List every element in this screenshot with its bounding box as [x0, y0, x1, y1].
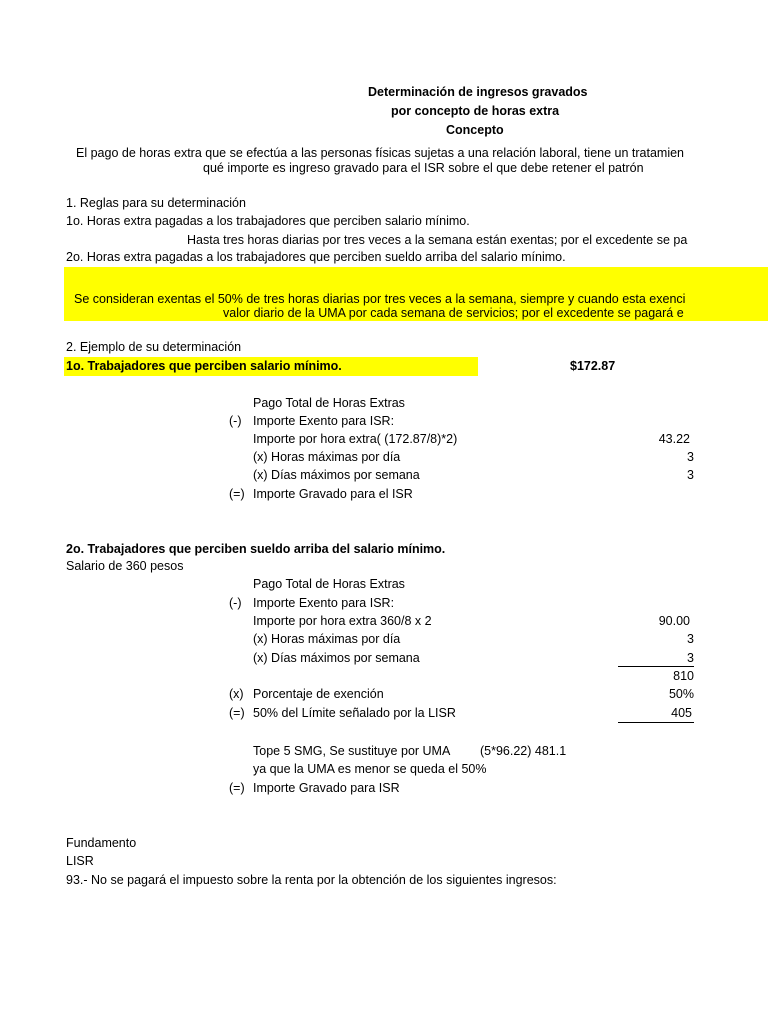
fundamento-law: LISR — [66, 854, 94, 868]
final-label: Importe Gravado para ISR — [253, 781, 400, 795]
case-1-row-label: Pago Total de Horas Extras — [253, 396, 405, 410]
case-2-salary: Salario de 360 pesos — [66, 559, 184, 573]
case-2-row-label: Importe Exento para ISR: — [253, 596, 395, 610]
case-1-row-label: (x) Horas máximas por día — [253, 450, 401, 464]
case-2-row-op: (-) — [229, 596, 242, 610]
case-1-row-value: 3 — [687, 450, 694, 464]
case-1-row-op: (-) — [229, 414, 242, 428]
case-1-title: 1o. Trabajadores que perciben salario mínimo. — [66, 359, 342, 373]
highlight-line-2: valor diario de la UMA por cada semana de servicios; por el excedente se pagará e — [223, 306, 684, 320]
case-2-row-value: 50% — [668, 687, 694, 701]
case-1-row-label: Importe por hora extra( (172.87/8)*2) — [253, 432, 458, 446]
total-rule — [618, 722, 694, 723]
case-1-row-value: 43.22 — [658, 432, 690, 446]
case-2-row-label: Pago Total de Horas Extras — [253, 577, 405, 591]
case-2-row-label: (x) Días máximos por semana — [253, 651, 420, 665]
fundamento-heading: Fundamento — [66, 836, 137, 850]
case-2-row-value: 3 — [687, 632, 694, 646]
rules-heading: 1. Reglas para su determinación — [66, 196, 246, 210]
case-1-row-value: 3 — [687, 468, 694, 482]
case-2-row-op: (=) — [229, 706, 245, 720]
case-1-row-label: (x) Días máximos por semana — [253, 468, 420, 482]
fundamento-article: 93.- No se pagará el impuesto sobre la renta por la obtención de los siguientes ingresos: — [66, 873, 557, 887]
case-1-row-op: (=) — [229, 487, 245, 501]
case-2-row-value: 90.00 — [658, 614, 690, 628]
rule-1-detail: Hasta tres horas diarias por tres veces a la semana están exentas; por el excedente se pa — [187, 233, 688, 247]
case-1-row-label: Importe Exento para ISR: — [253, 414, 395, 428]
final-op: (=) — [229, 781, 245, 795]
tope-value: (5*96.22) 481.1 — [480, 744, 567, 758]
case-2-row-label: Porcentaje de exención — [253, 687, 384, 701]
case-2-row-op: (x) — [229, 687, 244, 701]
rule-2: 2o. Horas extra pagadas a los trabajadores que perciben sueldo arriba del salario mínimo. — [66, 250, 566, 264]
tope-label: Tope 5 SMG, Se sustituye por UMA — [253, 744, 451, 758]
case-1-amount: $172.87 — [570, 359, 616, 373]
case-2-row-value: 3 — [687, 651, 694, 665]
rule-1: 1o. Horas extra pagadas a los trabajadores que perciben salario mínimo. — [66, 214, 470, 228]
case-2-row-label: 50% del Límite señalado por la LISR — [253, 706, 456, 720]
case-2-row-label: Importe por hora extra 360/8 x 2 — [253, 614, 432, 628]
intro-line-2: qué importe es ingreso gravado para el ISR sobre el que debe retener el patrón — [203, 161, 644, 175]
title-line-3: Concepto — [446, 123, 504, 137]
title-line-2: por concepto de horas extra — [391, 104, 560, 118]
case-2-row-label: (x) Horas máximas por día — [253, 632, 401, 646]
title-line-1: Determinación de ingresos gravados — [368, 85, 588, 99]
tope-note: ya que la UMA es menor se queda el 50% — [253, 762, 487, 776]
example-heading: 2. Ejemplo de su determinación — [66, 340, 242, 354]
case-1-row-label: Importe Gravado para el ISR — [253, 487, 413, 501]
intro-line-1: El pago de horas extra que se efectúa a las personas físicas sujetas a una relación laboral, tiene un tratamien — [76, 146, 685, 160]
highlight-line-1: Se consideran exentas el 50% de tres horas diarias por tres veces a la semana, siempre y cuando esta exenci — [74, 292, 686, 306]
case-2-row-value: 405 — [671, 706, 692, 720]
case-2-row-value: 810 — [673, 669, 694, 683]
case-2-title: 2o. Trabajadores que perciben sueldo arriba del salario mínimo. — [66, 542, 446, 556]
